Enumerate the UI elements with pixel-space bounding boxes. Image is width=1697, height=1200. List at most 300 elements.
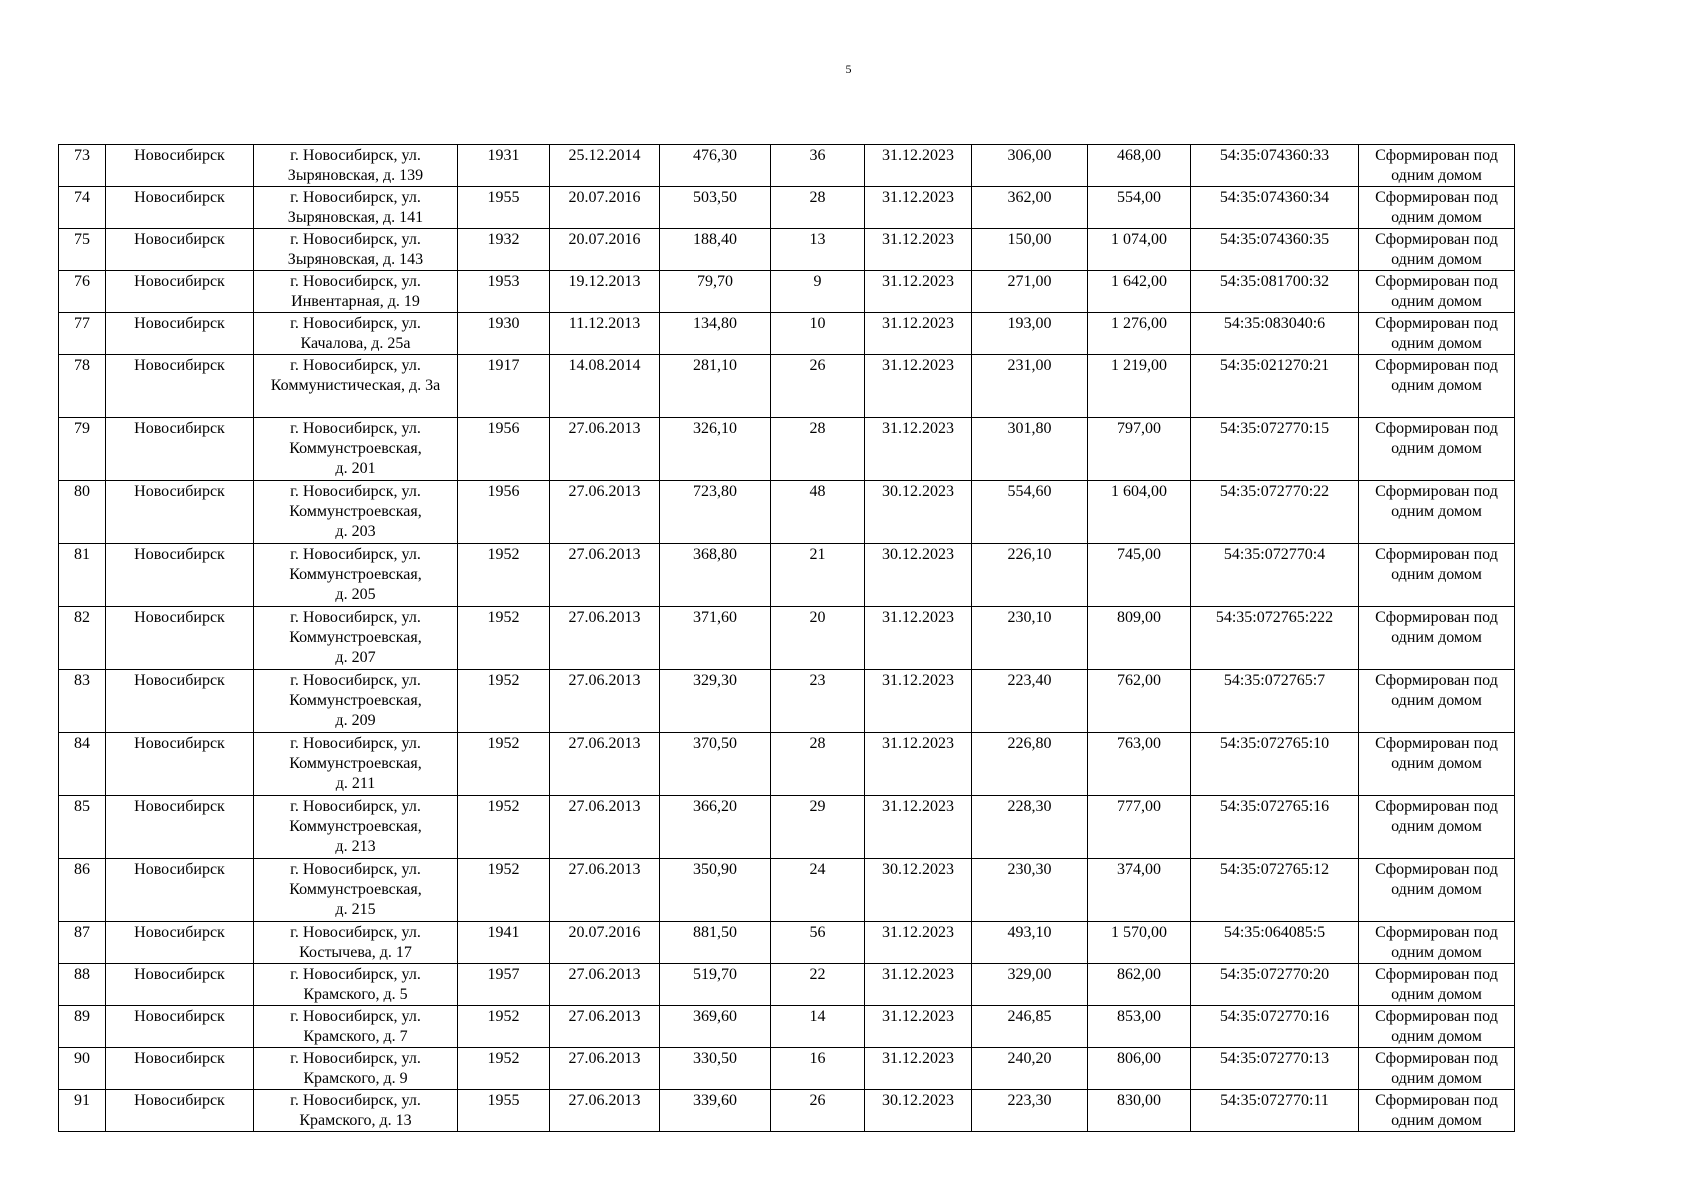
deadline-date-cell: 31.12.2023 [865,355,972,418]
address-line: г. Новосибирск, ул. [290,861,421,878]
area-cell: 281,10 [660,355,771,418]
address-cell [254,922,458,964]
value1-cell: 554,60 [972,481,1088,544]
address-line: д. 209 [335,712,376,729]
address-line: г. Новосибирск, ул. [290,273,421,290]
status-line: Сформирован под [1375,861,1498,878]
value2-cell: 777,00 [1088,796,1191,859]
city-cell: Новосибирск [106,964,254,1006]
build-year-cell: 1956 [458,418,550,481]
row-number-cell: 78 [59,355,106,418]
address-line: Зыряновская, д. 139 [287,167,424,184]
address-line: д. 213 [335,838,376,855]
row-number-cell: 76 [59,271,106,313]
status-line: одним домом [1391,1028,1482,1045]
status-cell [1359,796,1515,859]
address-cell [254,418,458,481]
row-number-cell: 86 [59,859,106,922]
status-cell [1359,187,1515,229]
record-date-cell: 27.06.2013 [550,670,660,733]
status-line: одним домом [1391,986,1482,1003]
status-line: Сформирован под [1375,420,1498,437]
count-cell: 24 [771,859,865,922]
address-line: г. Новосибирск, ул. [290,966,421,983]
housing-registry-table [58,144,1515,1132]
status-line: одним домом [1391,293,1482,310]
table-row [59,1048,1515,1090]
status-line: одним домом [1391,251,1482,268]
address-cell [254,670,458,733]
value1-cell: 240,20 [972,1048,1088,1090]
page-number: 5 [845,62,852,76]
deadline-date-cell: 31.12.2023 [865,271,972,313]
status-cell [1359,313,1515,355]
record-date-cell: 20.07.2016 [550,922,660,964]
value2-cell: 1 276,00 [1088,313,1191,355]
address-line: Качалова, д. 25а [300,335,411,352]
value1-cell: 226,80 [972,733,1088,796]
build-year-cell: 1952 [458,607,550,670]
table-row [59,481,1515,544]
deadline-date-cell: 31.12.2023 [865,418,972,481]
city-cell: Новосибирск [106,271,254,313]
address-cell [254,187,458,229]
build-year-cell: 1952 [458,1048,550,1090]
address-line: д. 215 [335,901,376,918]
address-line: г. Новосибирск, ул. [290,357,421,374]
address-cell [254,1006,458,1048]
build-year-cell: 1955 [458,187,550,229]
build-year-cell: 1957 [458,964,550,1006]
address-line: Коммунстроевская, [289,818,422,835]
status-line: Сформирован под [1375,924,1498,941]
value2-cell: 830,00 [1088,1090,1191,1132]
cadastral-number-cell: 54:35:072765:12 [1191,859,1359,922]
status-cell [1359,964,1515,1006]
address-cell [254,355,458,418]
status-line: Сформирован под [1375,189,1498,206]
status-line: одним домом [1391,692,1482,709]
address-cell [254,733,458,796]
address-line: д. 203 [335,523,376,540]
record-date-cell: 27.06.2013 [550,418,660,481]
deadline-date-cell: 31.12.2023 [865,313,972,355]
value1-cell: 226,10 [972,544,1088,607]
status-line: Сформирован под [1375,609,1498,626]
table-row [59,355,1515,418]
cadastral-number-cell: 54:35:072770:20 [1191,964,1359,1006]
record-date-cell: 27.06.2013 [550,1090,660,1132]
deadline-date-cell: 30.12.2023 [865,544,972,607]
status-cell [1359,418,1515,481]
table-row [59,670,1515,733]
address-line: г. Новосибирск, ул. [290,546,421,563]
address-line: Коммунстроевская, [289,566,422,583]
value2-cell: 554,00 [1088,187,1191,229]
cadastral-number-cell: 54:35:072770:15 [1191,418,1359,481]
cadastral-number-cell: 54:35:064085:5 [1191,922,1359,964]
address-cell [254,1090,458,1132]
cadastral-number-cell: 54:35:072765:222 [1191,607,1359,670]
build-year-cell: 1952 [458,1006,550,1048]
status-line: одним домом [1391,1070,1482,1087]
address-cell [254,607,458,670]
status-line: Сформирован под [1375,147,1498,164]
record-date-cell: 27.06.2013 [550,481,660,544]
status-cell [1359,1090,1515,1132]
city-cell: Новосибирск [106,544,254,607]
address-line: г. Новосибирск, ул. [290,798,421,815]
address-cell [254,313,458,355]
city-cell: Новосибирск [106,313,254,355]
table-row [59,145,1515,187]
address-line: д. 205 [335,586,376,603]
address-line: г. Новосибирск, ул. [290,231,421,248]
cadastral-number-cell: 54:35:081700:32 [1191,271,1359,313]
address-line: Зыряновская, д. 143 [287,251,424,268]
city-cell: Новосибирск [106,859,254,922]
address-line: Крамского, д. 5 [303,986,408,1003]
record-date-cell: 27.06.2013 [550,733,660,796]
count-cell: 48 [771,481,865,544]
table-row [59,922,1515,964]
count-cell: 28 [771,733,865,796]
record-date-cell: 27.06.2013 [550,1006,660,1048]
status-cell [1359,145,1515,187]
area-cell: 476,30 [660,145,771,187]
table-row [59,187,1515,229]
build-year-cell: 1952 [458,670,550,733]
status-cell [1359,1048,1515,1090]
table-row [59,271,1515,313]
status-line: одним домом [1391,629,1482,646]
status-line: Сформирован под [1375,798,1498,815]
value1-cell: 150,00 [972,229,1088,271]
table-row [59,733,1515,796]
city-cell: Новосибирск [106,733,254,796]
deadline-date-cell: 31.12.2023 [865,607,972,670]
address-line: Инвентарная, д. 19 [291,293,420,310]
row-number-cell: 90 [59,1048,106,1090]
address-cell [254,271,458,313]
area-cell: 350,90 [660,859,771,922]
count-cell: 9 [771,271,865,313]
address-line: Коммунстроевская, [289,692,422,709]
record-date-cell: 27.06.2013 [550,607,660,670]
count-cell: 22 [771,964,865,1006]
status-cell [1359,229,1515,271]
status-line: Сформирован под [1375,966,1498,983]
address-line: г. Новосибирск, ул. [290,315,421,332]
build-year-cell: 1941 [458,922,550,964]
value1-cell: 230,10 [972,607,1088,670]
value2-cell: 1 604,00 [1088,481,1191,544]
table-row [59,544,1515,607]
status-cell [1359,355,1515,418]
address-line: г. Новосибирск, ул. [290,420,421,437]
build-year-cell: 1952 [458,859,550,922]
city-cell: Новосибирск [106,796,254,859]
status-cell [1359,544,1515,607]
status-line: одним домом [1391,944,1482,961]
table-row [59,229,1515,271]
table-row [59,1090,1515,1132]
value2-cell: 862,00 [1088,964,1191,1006]
value1-cell: 362,00 [972,187,1088,229]
count-cell: 36 [771,145,865,187]
build-year-cell: 1956 [458,481,550,544]
address-line: Крамского, д. 7 [303,1028,408,1045]
area-cell: 371,60 [660,607,771,670]
status-line: одним домом [1391,881,1482,898]
deadline-date-cell: 30.12.2023 [865,1090,972,1132]
status-line: Сформирован под [1375,1092,1498,1109]
area-cell: 881,50 [660,922,771,964]
address-line: Коммунистическая, д. 3а [270,377,441,394]
deadline-date-cell: 31.12.2023 [865,145,972,187]
status-cell [1359,922,1515,964]
cadastral-number-cell: 54:35:072765:16 [1191,796,1359,859]
value2-cell: 809,00 [1088,607,1191,670]
area-cell: 723,80 [660,481,771,544]
address-cell [254,229,458,271]
status-line: Сформирован под [1375,546,1498,563]
value1-cell: 231,00 [972,355,1088,418]
status-cell [1359,607,1515,670]
area-cell: 329,30 [660,670,771,733]
address-cell [254,859,458,922]
city-cell: Новосибирск [106,1048,254,1090]
address-line: д. 201 [335,460,376,477]
value1-cell: 223,40 [972,670,1088,733]
status-line: Сформирован под [1375,273,1498,290]
row-number-cell: 89 [59,1006,106,1048]
status-cell [1359,670,1515,733]
address-line: г. Новосибирск, ул. [290,1092,421,1109]
value1-cell: 301,80 [972,418,1088,481]
cadastral-number-cell: 54:35:072770:4 [1191,544,1359,607]
value1-cell: 306,00 [972,145,1088,187]
address-line: г. Новосибирск, ул. [290,483,421,500]
area-cell: 188,40 [660,229,771,271]
value2-cell: 806,00 [1088,1048,1191,1090]
address-cell [254,964,458,1006]
deadline-date-cell: 31.12.2023 [865,733,972,796]
status-line: Сформирован под [1375,1050,1498,1067]
record-date-cell: 27.06.2013 [550,859,660,922]
cadastral-number-cell: 54:35:072770:13 [1191,1048,1359,1090]
address-line: г. Новосибирск, ул. [290,1050,421,1067]
build-year-cell: 1952 [458,796,550,859]
status-line: одним домом [1391,566,1482,583]
record-date-cell: 27.06.2013 [550,796,660,859]
status-line: одним домом [1391,167,1482,184]
value1-cell: 271,00 [972,271,1088,313]
value2-cell: 1 219,00 [1088,355,1191,418]
row-number-cell: 84 [59,733,106,796]
value2-cell: 374,00 [1088,859,1191,922]
area-cell: 370,50 [660,733,771,796]
row-number-cell: 80 [59,481,106,544]
record-date-cell: 27.06.2013 [550,1048,660,1090]
address-line: Крамского, д. 9 [303,1070,408,1087]
row-number-cell: 73 [59,145,106,187]
address-line: г. Новосибирск, ул. [290,1008,421,1025]
count-cell: 16 [771,1048,865,1090]
city-cell: Новосибирск [106,481,254,544]
build-year-cell: 1952 [458,733,550,796]
address-line: г. Новосибирск, ул. [290,189,421,206]
deadline-date-cell: 31.12.2023 [865,187,972,229]
count-cell: 21 [771,544,865,607]
value1-cell: 329,00 [972,964,1088,1006]
cadastral-number-cell: 54:35:072770:16 [1191,1006,1359,1048]
build-year-cell: 1952 [458,544,550,607]
table-row [59,796,1515,859]
address-cell [254,481,458,544]
value2-cell: 468,00 [1088,145,1191,187]
area-cell: 503,50 [660,187,771,229]
deadline-date-cell: 31.12.2023 [865,796,972,859]
value1-cell: 228,30 [972,796,1088,859]
city-cell: Новосибирск [106,418,254,481]
deadline-date-cell: 31.12.2023 [865,964,972,1006]
cadastral-number-cell: 54:35:072770:11 [1191,1090,1359,1132]
address-line: д. 207 [335,649,376,666]
address-line: г. Новосибирск, ул. [290,672,421,689]
address-line: г. Новосибирск, ул. [290,147,421,164]
count-cell: 13 [771,229,865,271]
address-cell [254,796,458,859]
table-row [59,313,1515,355]
count-cell: 28 [771,418,865,481]
status-cell [1359,1006,1515,1048]
address-line: г. Новосибирск, ул. [290,735,421,752]
deadline-date-cell: 31.12.2023 [865,1006,972,1048]
status-line: Сформирован под [1375,735,1498,752]
cadastral-number-cell: 54:35:074360:34 [1191,187,1359,229]
area-cell: 79,70 [660,271,771,313]
build-year-cell: 1930 [458,313,550,355]
row-number-cell: 83 [59,670,106,733]
address-cell [254,544,458,607]
status-line: одним домом [1391,503,1482,520]
count-cell: 23 [771,670,865,733]
row-number-cell: 74 [59,187,106,229]
address-line: Костычева, д. 17 [299,944,412,961]
row-number-cell: 75 [59,229,106,271]
record-date-cell: 20.07.2016 [550,229,660,271]
city-cell: Новосибирск [106,1006,254,1048]
record-date-cell: 20.07.2016 [550,187,660,229]
row-number-cell: 77 [59,313,106,355]
city-cell: Новосибирск [106,607,254,670]
value2-cell: 745,00 [1088,544,1191,607]
value1-cell: 193,00 [972,313,1088,355]
value1-cell: 230,30 [972,859,1088,922]
address-line: г. Новосибирск, ул. [290,924,421,941]
address-line: Коммунстроевская, [289,881,422,898]
value2-cell: 853,00 [1088,1006,1191,1048]
value1-cell: 223,30 [972,1090,1088,1132]
status-line: Сформирован под [1375,315,1498,332]
record-date-cell: 27.06.2013 [550,964,660,1006]
table-row [59,1006,1515,1048]
value1-cell: 246,85 [972,1006,1088,1048]
city-cell: Новосибирск [106,187,254,229]
address-cell [254,1048,458,1090]
value2-cell: 797,00 [1088,418,1191,481]
record-date-cell: 27.06.2013 [550,544,660,607]
area-cell: 368,80 [660,544,771,607]
city-cell: Новосибирск [106,1090,254,1132]
table-row [59,859,1515,922]
address-line: Коммунстроевская, [289,755,422,772]
address-line: Зыряновская, д. 141 [287,209,424,226]
deadline-date-cell: 31.12.2023 [865,1048,972,1090]
city-cell: Новосибирск [106,355,254,418]
area-cell: 339,60 [660,1090,771,1132]
status-line: одним домом [1391,209,1482,226]
address-line: Коммунстроевская, [289,503,422,520]
address-cell [254,145,458,187]
value2-cell: 763,00 [1088,733,1191,796]
area-cell: 134,80 [660,313,771,355]
value2-cell: 1 570,00 [1088,922,1191,964]
value2-cell: 762,00 [1088,670,1191,733]
cadastral-number-cell: 54:35:072765:10 [1191,733,1359,796]
row-number-cell: 87 [59,922,106,964]
area-cell: 330,50 [660,1048,771,1090]
cadastral-number-cell: 54:35:021270:21 [1191,355,1359,418]
status-cell [1359,859,1515,922]
count-cell: 26 [771,1090,865,1132]
deadline-date-cell: 30.12.2023 [865,481,972,544]
cadastral-number-cell: 54:35:072770:22 [1191,481,1359,544]
status-line: одним домом [1391,1112,1482,1129]
count-cell: 10 [771,313,865,355]
count-cell: 28 [771,187,865,229]
deadline-date-cell: 31.12.2023 [865,922,972,964]
count-cell: 14 [771,1006,865,1048]
table-body [59,145,1515,1132]
cadastral-number-cell: 54:35:083040:6 [1191,313,1359,355]
value2-cell: 1 642,00 [1088,271,1191,313]
record-date-cell: 14.08.2014 [550,355,660,418]
city-cell: Новосибирск [106,229,254,271]
area-cell: 369,60 [660,1006,771,1048]
cadastral-number-cell: 54:35:074360:35 [1191,229,1359,271]
value1-cell: 493,10 [972,922,1088,964]
status-cell [1359,481,1515,544]
status-line: Сформирован под [1375,1008,1498,1025]
status-line: Сформирован под [1375,483,1498,500]
status-line: Сформирован под [1375,231,1498,248]
deadline-date-cell: 30.12.2023 [865,859,972,922]
table-row [59,418,1515,481]
address-line: Крамского, д. 13 [299,1112,412,1129]
build-year-cell: 1931 [458,145,550,187]
status-line: одним домом [1391,755,1482,772]
build-year-cell: 1917 [458,355,550,418]
count-cell: 29 [771,796,865,859]
status-line: Сформирован под [1375,357,1498,374]
deadline-date-cell: 31.12.2023 [865,670,972,733]
area-cell: 366,20 [660,796,771,859]
city-cell: Новосибирск [106,922,254,964]
city-cell: Новосибирск [106,670,254,733]
build-year-cell: 1955 [458,1090,550,1132]
